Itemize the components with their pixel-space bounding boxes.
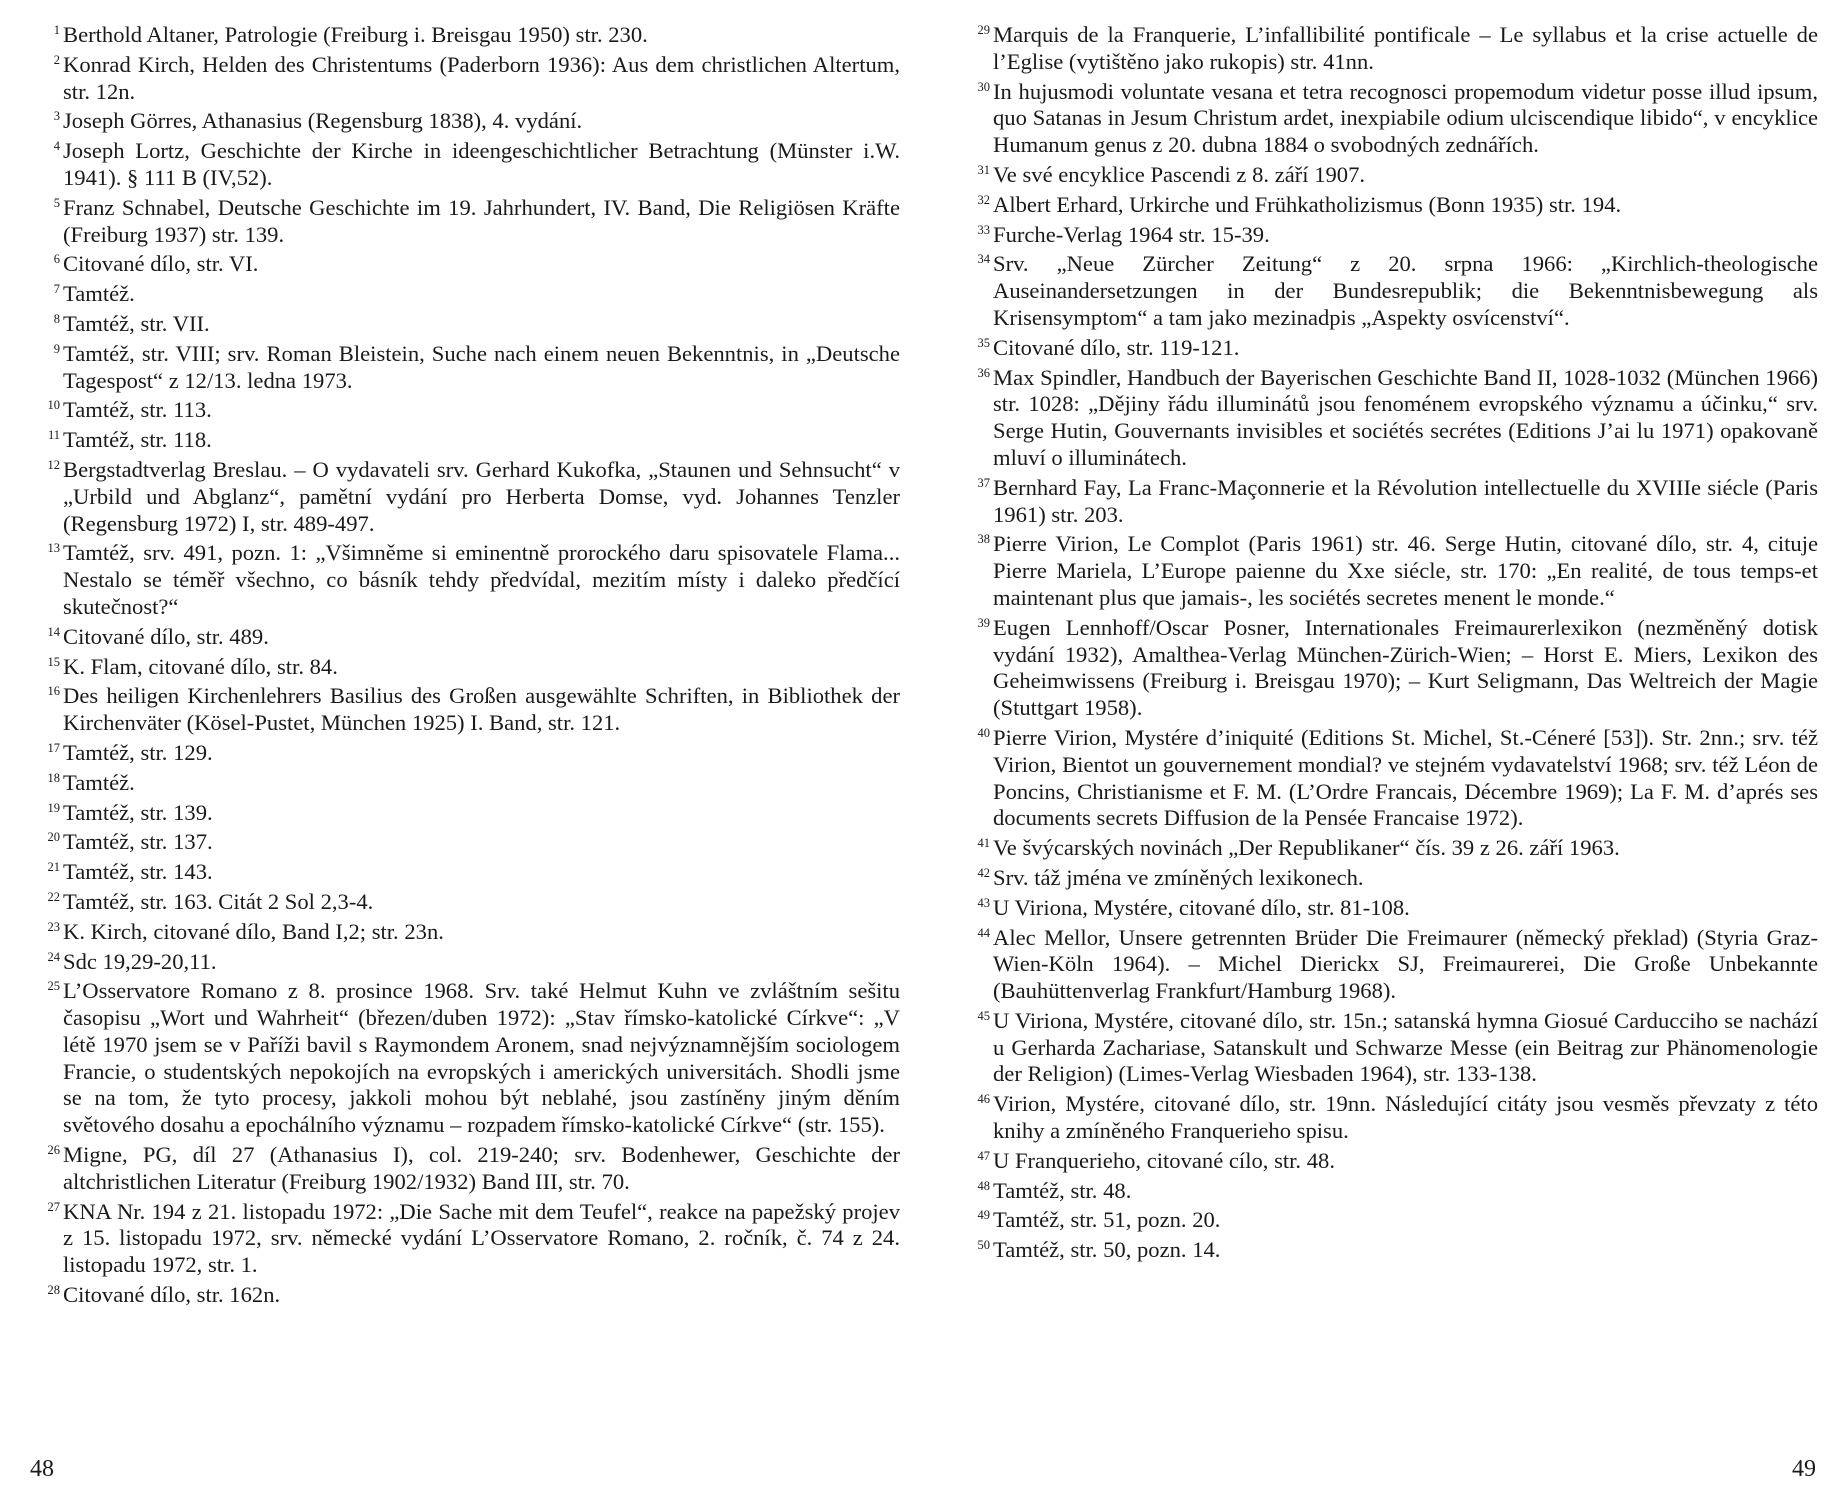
footnote-number: 8 bbox=[53, 311, 60, 326]
footnote-number: 2 bbox=[53, 52, 60, 67]
footnote bbox=[38, 427, 900, 454]
right-footnotes-list bbox=[968, 22, 1818, 1264]
footnote-number: 29 bbox=[977, 23, 990, 37]
footnote-number: 34 bbox=[977, 252, 990, 267]
footnote-number: 4 bbox=[53, 139, 60, 154]
footnote bbox=[968, 222, 1818, 249]
footnote-number: 28 bbox=[47, 1283, 60, 1298]
footnote-text: Ve švýcarských novinách „Der Republikaner“ čís. 39 z 26. září 1963. bbox=[993, 835, 1620, 861]
footnote-number: 15 bbox=[47, 654, 60, 669]
footnote-text: Joseph Görres, Athanasius (Regensburg 1838), 4. vydání. bbox=[63, 108, 583, 134]
footnote-number: 19 bbox=[47, 800, 60, 815]
footnote-text: Srv. táž jména ve zmíněných lexikonech. bbox=[993, 864, 1364, 890]
footnote-text: U Viriona, Mystére, citované dílo, str. 81-108. bbox=[993, 894, 1410, 920]
footnote-text: Srv. „Neue Zürcher Zeitung“ z 20. srpna 1966: „Kirchlich-theologische Auseinandersetzungen in der Bundesrepublik; die Bekenntnisbewegung als Krisensymptom“ a tam jako mezinadpis „Aspekty osvícenství“. bbox=[993, 251, 1818, 330]
footnote-number: 21 bbox=[47, 860, 60, 875]
footnote bbox=[968, 79, 1818, 159]
footnote-text: Citované dílo, str. 162n. bbox=[63, 1282, 281, 1308]
footnote-text: Citované dílo, str. VI. bbox=[63, 251, 259, 277]
footnote-number: 18 bbox=[47, 770, 60, 785]
footnote-number: 46 bbox=[977, 1092, 990, 1107]
footnote-number: 24 bbox=[47, 949, 60, 964]
footnote-text: Max Spindler, Handbuch der Bayerischen Geschichte Band II, 1028-1032 (München 1966) str. 1028: „Dějiny řádu illuminátů jsou fenoménem evropského významu a účinku,“ srv. Serge Hutin, Gouvernants invisibles et sociétés secrétes (Editions J’ai lu 1971) opakovaně mluví o illuminátech. bbox=[993, 364, 1818, 470]
footnote bbox=[968, 162, 1818, 189]
footnote-text: Tamtéž, str. 51, pozn. 20. bbox=[993, 1207, 1221, 1233]
footnote-text: L’Osservatore Romano z 8. prosince 1968. Srv. také Helmut Kuhn ve zvláštním sešitu časopisu „Wort und Wahrheit“ (březen/duben 1972): „Stav římsko-katolické Církve“: „V létě 1970 jsem se v Paříži bavil s Raymondem Aronem, snad nejvýznamnějším sociologem Francie, o studentských nepokojích na evropských i amerických universitách. Shodli jsme se na tom, že tyto procesy, jakkoli mohou být neblahé, jsou zastíněny jiným děním světového dosahu a epochálního významu – rozpadem římsko-katolické Církve“ (str. 155). bbox=[63, 978, 900, 1138]
footnote bbox=[38, 195, 900, 249]
footnote bbox=[968, 1091, 1818, 1145]
footnote bbox=[968, 615, 1818, 722]
footnote-text: Bergstadtverlag Breslau. – O vydavateli srv. Gerhard Kukofka, „Staunen und Sehnsucht“ v „Urbild und Abglanz“, pamětní vydání pro Herberta Domse, vyd. Johannes Tenzler (Regensburg 1972) I, str. 489-497. bbox=[63, 456, 900, 536]
footnote-number: 6 bbox=[53, 252, 60, 267]
footnote-text: K. Flam, citované dílo, str. 84. bbox=[63, 653, 338, 679]
footnote-number: 32 bbox=[977, 192, 990, 207]
footnote bbox=[38, 251, 900, 278]
footnote bbox=[38, 22, 900, 49]
footnote bbox=[968, 365, 1818, 472]
footnote bbox=[38, 949, 900, 976]
footnote bbox=[968, 475, 1818, 529]
footnote-text: Berthold Altaner, Patrologie (Freiburg i. Breisgau 1950) str. 230. bbox=[63, 22, 648, 47]
footnote bbox=[968, 1237, 1818, 1264]
footnote bbox=[38, 978, 900, 1139]
footnote-number: 22 bbox=[47, 889, 60, 904]
footnote-number: 49 bbox=[977, 1208, 990, 1223]
footnote-number: 35 bbox=[977, 335, 990, 350]
footnote-number: 5 bbox=[53, 195, 60, 210]
footnote bbox=[968, 1207, 1818, 1234]
footnote-number: 16 bbox=[47, 684, 60, 699]
footnote-text: Pierre Virion, Mystére d’iniquité (Editions St. Michel, St.-Céneré [53]). Str. 2nn.; srv. též Virion, Bientot un gouvernement mondial? ve stejném vydavatelství 1968; srv. též Léon de Poncins, Christianisme et F. M. (L’Ordre Francais, Décembre 1969); La F. M. d’aprés ses documents secrets Diffusion de la Pensée Francaise 1972). bbox=[993, 724, 1818, 831]
footnote-number: 1 bbox=[53, 23, 60, 37]
footnote-number: 23 bbox=[47, 919, 60, 934]
footnote bbox=[968, 251, 1818, 331]
footnote-number: 39 bbox=[977, 615, 990, 630]
footnote-number: 45 bbox=[977, 1008, 990, 1023]
footnote-text: Tamtéž, str. 48. bbox=[993, 1177, 1132, 1203]
footnote-text: Tamtéž, str. 50, pozn. 14. bbox=[993, 1237, 1221, 1263]
footnote bbox=[38, 281, 900, 308]
footnote-text: Furche-Verlag 1964 str. 15-39. bbox=[993, 221, 1270, 247]
footnote-text: U Viriona, Mystére, citované dílo, str. 15n.; satanská hymna Giosué Carducciho se nachází u Gerharda Zachariase, Satanskult und Schwarze Messe (ein Beitrag zur Phänomenologie der Religion) (Limes-Verlag Wiesbaden 1964), str. 133-138. bbox=[993, 1007, 1818, 1087]
footnote bbox=[38, 829, 900, 856]
footnote-text: K. Kirch, citované dílo, Band I,2; str. 23n. bbox=[63, 918, 444, 944]
footnote bbox=[38, 1142, 900, 1196]
left-footnotes-list bbox=[38, 22, 900, 1309]
footnote bbox=[38, 341, 900, 395]
footnote bbox=[968, 865, 1818, 892]
footnote bbox=[38, 1282, 900, 1309]
footnote bbox=[968, 1148, 1818, 1175]
footnote-number: 27 bbox=[47, 1199, 60, 1214]
footnote bbox=[38, 919, 900, 946]
footnote-text: Pierre Virion, Le Complot (Paris 1961) str. 46. Serge Hutin, citované dílo, str. 4, cituje Pierre Mariela, L’Europe paienne du Xxe siécle, str. 170: „En realité, de tous temps-et maintenant plus que jamais-, les sociétés secretes menent le monde.“ bbox=[993, 531, 1818, 610]
footnote bbox=[968, 192, 1818, 219]
footnote-text: Alec Mellor, Unsere getrennten Brüder Die Freimaurer (německý překlad) (Styria Graz-Wien-Köln 1964). – Michel Dierickx SJ, Freimaurerei, Die Große Unbekannte (Bauhüttenverlag Frankfurt/Hamburg 1968). bbox=[993, 924, 1818, 1004]
footnote-text: KNA Nr. 194 z 21. listopadu 1972: „Die Sache mit dem Teufel“, reakce na papežský projev z 15. listopadu 1972, srv. německé vydání L’Osservatore Romano, 2. ročník, č. 74 z 24. listopadu 1972, str. 1. bbox=[63, 1198, 900, 1278]
footnote-text: In hujusmodi voluntate vesana et tetra recognosci propemodum videtur posse illud ipsum, quo Satanas in Jesum Christum ardet, inexpiabile odium ulciscendique libido“, v encyklice Humanum genus z 20. dubna 1884 o svobodných zednářích. bbox=[993, 78, 1818, 158]
footnote-text: Citované dílo, str. 489. bbox=[63, 623, 269, 649]
right-page bbox=[968, 22, 1818, 1267]
footnote-number: 31 bbox=[977, 162, 990, 177]
footnote-number: 25 bbox=[47, 979, 60, 994]
footnote-text: Tamtéž, str. 137. bbox=[63, 829, 213, 855]
footnote bbox=[38, 654, 900, 681]
footnote bbox=[968, 22, 1818, 76]
footnote-text: Tamtéž. bbox=[63, 281, 135, 307]
footnote-text: Tamtéž, str. VII. bbox=[63, 310, 210, 336]
page-number-left: 48 bbox=[30, 1456, 54, 1482]
footnote-number: 17 bbox=[47, 740, 60, 755]
footnote-number: 44 bbox=[977, 925, 990, 940]
footnote-text: Bernhard Fay, La Franc-Maçonnerie et la Révolution intellectuelle du XVIIIe siécle (Paris 1961) str. 203. bbox=[993, 474, 1818, 527]
footnote bbox=[38, 889, 900, 916]
footnote-text: Marquis de la Franquerie, L’infallibilité pontificale – Le syllabus et la crise actuelle de l’Eglise (vytištěno jako rukopis) str. 41nn. bbox=[993, 22, 1818, 74]
footnote-number: 13 bbox=[47, 541, 60, 556]
footnote-number: 12 bbox=[47, 457, 60, 472]
footnote-text: Konrad Kirch, Helden des Christentums (Paderborn 1936): Aus dem christlichen Altertum, str. 12n. bbox=[63, 51, 900, 104]
footnote-text: Tamtéž, str. 129. bbox=[63, 739, 213, 765]
footnote-number: 41 bbox=[977, 836, 990, 851]
footnote bbox=[38, 397, 900, 424]
footnote bbox=[968, 835, 1818, 862]
footnote-text: Franz Schnabel, Deutsche Geschichte im 19. Jahrhundert, IV. Band, Die Religiösen Kräfte (Freiburg 1937) str. 139. bbox=[63, 194, 900, 247]
footnote-text: Tamtéž, str. VIII; srv. Roman Bleistein, Suche nach einem neuen Bekenntnis, in „Deutsche Tagespost“ z 12/13. ledna 1973. bbox=[63, 340, 900, 393]
footnote-number: 26 bbox=[47, 1143, 60, 1158]
footnote bbox=[38, 800, 900, 827]
footnote-number: 36 bbox=[977, 365, 990, 380]
footnote bbox=[38, 138, 900, 192]
footnote-text: Migne, PG, díl 27 (Athanasius I), col. 219-240; srv. Bodenhewer, Geschichte der altchristlichen Literatur (Freiburg 1902/1932) Band III, str. 70. bbox=[63, 1142, 900, 1194]
footnote bbox=[968, 725, 1818, 832]
footnote-text: Tamtéž, str. 113. bbox=[63, 397, 212, 423]
footnote-number: 20 bbox=[47, 830, 60, 845]
left-page bbox=[38, 22, 900, 1312]
footnote-number: 42 bbox=[977, 865, 990, 880]
footnote-text: Virion, Mystére, citované dílo, str. 19nn. Následující citáty jsou vesměs převzaty z této knihy a zmíněného Franquerieho spisu. bbox=[993, 1091, 1818, 1144]
footnote bbox=[968, 335, 1818, 362]
footnote-number: 50 bbox=[977, 1238, 990, 1253]
footnote-number: 9 bbox=[53, 341, 60, 356]
footnote-number: 38 bbox=[977, 532, 990, 547]
footnote-text: Sdc 19,29-20,11. bbox=[63, 948, 217, 974]
footnote-text: Eugen Lennhoff/Oscar Posner, Internationales Freimaurerlexikon (nezměněný dotisk vydání 1932), Amalthea-Verlag München-Zürich-Wien; – Horst E. Miers, Lexikon des Geheimwissens (Freiburg i. Breisgau 1970); – Kurt Seligmann, Das Weltreich der Magie (Stuttgart 1958). bbox=[993, 614, 1818, 721]
footnote-text: Tamtéž, str. 163. Citát 2 Sol 2,3-4. bbox=[63, 888, 374, 914]
footnote-number: 47 bbox=[977, 1148, 990, 1163]
footnote bbox=[968, 531, 1818, 611]
footnote-text: Tamtéž, str. 143. bbox=[63, 859, 213, 885]
footnote-text: Albert Erhard, Urkirche und Frühkatholizismus (Bonn 1935) str. 194. bbox=[993, 191, 1622, 217]
footnote bbox=[38, 108, 900, 135]
footnote-text: Tamtéž, str. 118. bbox=[63, 427, 212, 453]
footnote-number: 37 bbox=[977, 475, 990, 490]
footnote bbox=[38, 311, 900, 338]
footnote-number: 43 bbox=[977, 895, 990, 910]
footnote bbox=[38, 1199, 900, 1279]
footnote-number: 10 bbox=[47, 398, 60, 413]
footnote-text: Tamtéž, str. 139. bbox=[63, 799, 213, 825]
footnote bbox=[38, 770, 900, 797]
footnote bbox=[38, 540, 900, 620]
footnote bbox=[968, 1008, 1818, 1088]
footnote bbox=[968, 1178, 1818, 1205]
footnote-text: Tamtéž. bbox=[63, 769, 135, 795]
footnote-number: 7 bbox=[53, 282, 60, 297]
footnote-number: 14 bbox=[47, 624, 60, 639]
footnote bbox=[968, 925, 1818, 1005]
footnote bbox=[38, 740, 900, 767]
footnote-number: 11 bbox=[47, 428, 60, 443]
footnote bbox=[38, 624, 900, 651]
footnote-text: Ve své encyklice Pascendi z 8. září 1907. bbox=[993, 161, 1366, 187]
footnote-text: Citované dílo, str. 119-121. bbox=[993, 334, 1240, 360]
footnote-text: U Franquerieho, citované cílo, str. 48. bbox=[993, 1147, 1335, 1173]
footnote-text: Joseph Lortz, Geschichte der Kirche in ideengeschichtlicher Betrachtung (Münster i.W. 1941). § 111 B (IV,52). bbox=[63, 138, 900, 190]
footnote-number: 30 bbox=[977, 79, 990, 94]
footnote bbox=[38, 52, 900, 106]
footnote-text: Tamtéž, srv. 491, pozn. 1: „Všimněme si eminentně prorockého daru spisovatele Flama... Nestalo se téměř všechno, co básník tehdy předvídal, mezitím místy i daleko předčící skutečnost?“ bbox=[63, 540, 900, 619]
footnote-text: Des heiligen Kirchenlehrers Basilius des Großen ausgewählte Schriften, in Bibliothek der Kirchenväter (Kösel-Pustet, München 1925) I. Band, str. 121. bbox=[63, 683, 900, 736]
footnote bbox=[968, 895, 1818, 922]
footnote bbox=[38, 859, 900, 886]
footnote bbox=[38, 683, 900, 737]
footnote-number: 3 bbox=[53, 109, 60, 124]
footnote-number: 40 bbox=[977, 725, 990, 740]
footnote bbox=[38, 457, 900, 537]
page-number-right: 49 bbox=[1792, 1456, 1816, 1482]
footnote-number: 33 bbox=[977, 222, 990, 237]
footnote-number: 48 bbox=[977, 1178, 990, 1193]
